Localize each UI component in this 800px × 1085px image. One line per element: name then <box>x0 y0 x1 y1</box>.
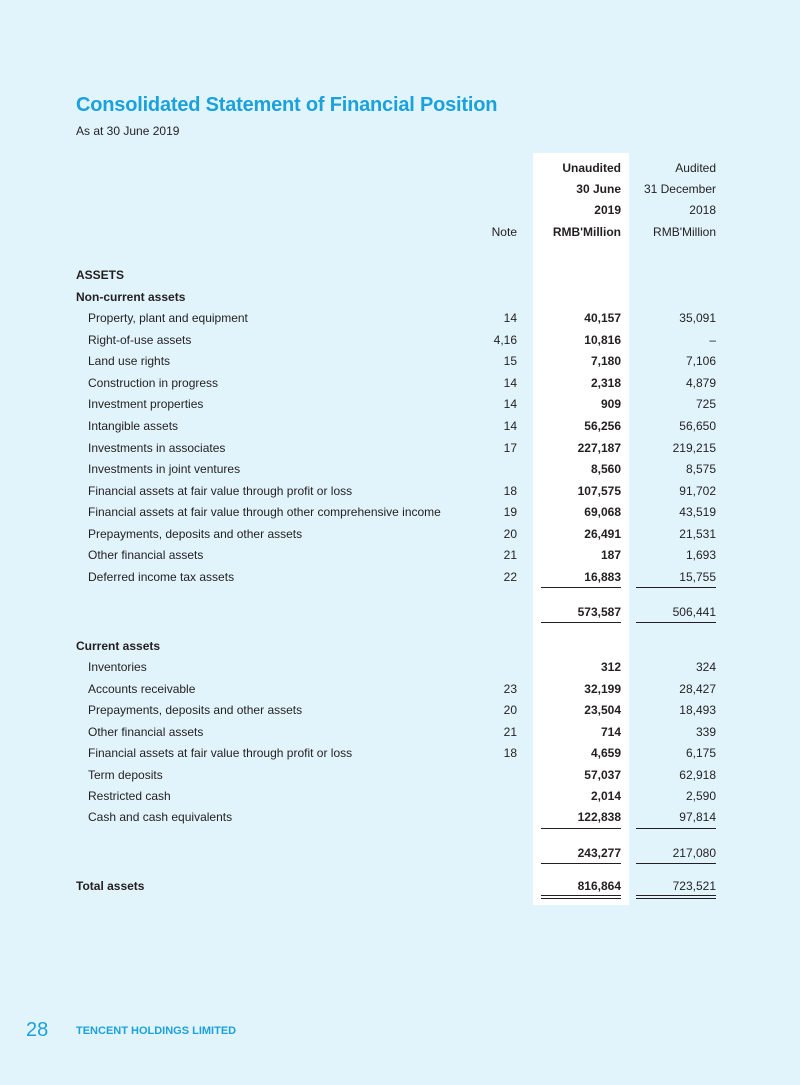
header-row-year <box>0 201 800 219</box>
header-previous-date: 31 December <box>643 182 716 196</box>
table-row <box>0 808 800 826</box>
row-label: Land use rights <box>88 354 171 368</box>
row-previous-value: 324 <box>695 660 716 674</box>
header-current-unit: RMB'Million <box>552 225 621 239</box>
row-label: Investments in joint ventures <box>88 462 241 476</box>
row-label: Investment properties <box>88 397 204 411</box>
row-note: 17 <box>503 441 517 455</box>
row-label: Property, plant and equipment <box>88 311 248 325</box>
table-row <box>0 309 800 327</box>
row-previous-value: 6,175 <box>685 746 716 760</box>
header-row-unit <box>0 223 800 241</box>
noncurrent-heading-row <box>0 288 800 306</box>
row-current-value: 2,014 <box>590 789 621 803</box>
row-current-value: 7,180 <box>590 354 621 368</box>
row-note: 18 <box>503 484 517 498</box>
row-note: 23 <box>503 682 517 696</box>
row-current-value: 40,157 <box>584 311 621 325</box>
row-previous-value: 2,590 <box>685 789 716 803</box>
table-row <box>0 395 800 413</box>
row-label: Term deposits <box>88 768 163 782</box>
row-note: 4,16 <box>493 333 517 347</box>
row-note: 21 <box>503 548 517 562</box>
row-previous-value: – <box>709 333 716 347</box>
row-previous-value: 35,091 <box>679 311 716 325</box>
table-row <box>0 352 800 370</box>
row-current-value: 10,816 <box>584 333 621 347</box>
row-current-value: 909 <box>600 397 621 411</box>
row-label: Other financial assets <box>88 548 204 562</box>
header-current-year: 2019 <box>594 203 621 217</box>
table-row <box>0 525 800 543</box>
row-note: 15 <box>503 354 517 368</box>
table-row <box>0 723 800 741</box>
row-previous-value: 56,650 <box>679 419 716 433</box>
row-label: Inventories <box>88 660 147 674</box>
table-row <box>0 439 800 457</box>
row-current-value: 8,560 <box>590 462 621 476</box>
subtotal-rule-previous <box>636 622 716 623</box>
header-current-status: Unaudited <box>562 161 621 175</box>
row-label: Restricted cash <box>88 789 171 803</box>
row-current-value: 26,491 <box>584 527 621 541</box>
row-current-value: 227,187 <box>577 441 621 455</box>
total-assets-label: Total assets <box>76 879 145 893</box>
noncurrent-subtotal-current: 573,587 <box>577 605 621 619</box>
noncurrent-subtotal-row <box>0 603 800 621</box>
row-label: Construction in progress <box>88 376 219 390</box>
row-previous-value: 21,531 <box>679 527 716 541</box>
current-subtotal-current: 243,277 <box>577 846 621 860</box>
table-row <box>0 417 800 435</box>
total-assets-current: 816,864 <box>577 879 621 893</box>
row-note: 20 <box>503 527 517 541</box>
row-label: Prepayments, deposits and other assets <box>88 527 303 541</box>
row-current-value: 16,883 <box>584 570 621 584</box>
table-row <box>0 766 800 784</box>
row-current-value: 312 <box>600 660 621 674</box>
row-label: Financial assets at fair value through profit or loss <box>88 484 353 498</box>
subtotal-rule-previous <box>636 587 716 588</box>
total-double-rule-current <box>541 898 621 899</box>
row-label: Investments in associates <box>88 441 226 455</box>
row-note: 14 <box>503 376 517 390</box>
table-row <box>0 503 800 521</box>
row-label: Deferred income tax assets <box>88 570 235 584</box>
table-row <box>0 568 800 586</box>
row-note: 19 <box>503 505 517 519</box>
row-label: Accounts receivable <box>88 682 196 696</box>
row-previous-value: 62,918 <box>679 768 716 782</box>
row-previous-value: 7,106 <box>685 354 716 368</box>
row-note: 14 <box>503 419 517 433</box>
subtotal-rule-previous <box>636 828 716 829</box>
row-previous-value: 219,215 <box>672 441 716 455</box>
company-name: TENCENT HOLDINGS LIMITED <box>76 1025 237 1037</box>
table-row <box>0 374 800 392</box>
table-row <box>0 744 800 762</box>
subtotal-rule-current <box>541 587 621 588</box>
header-current-date: 30 June <box>576 182 621 196</box>
total-double-rule-previous <box>636 898 716 899</box>
row-label: Cash and cash equivalents <box>88 810 233 824</box>
row-previous-value: 15,755 <box>679 570 716 584</box>
row-note: 20 <box>503 703 517 717</box>
row-note: 22 <box>503 570 517 584</box>
row-note: 14 <box>503 311 517 325</box>
page-number: 28 <box>26 1019 49 1041</box>
row-current-value: 32,199 <box>584 682 621 696</box>
row-label: Financial assets at fair value through other comprehensive income <box>88 505 441 519</box>
row-current-value: 57,037 <box>584 768 621 782</box>
current-subtotal-row <box>0 844 800 862</box>
page-title: Consolidated Statement of Financial Position <box>76 94 498 116</box>
table-row <box>0 482 800 500</box>
current-heading-row <box>0 637 800 655</box>
header-row-date <box>0 180 800 198</box>
assets-heading-row <box>0 266 800 284</box>
row-current-value: 107,575 <box>577 484 621 498</box>
noncurrent-subtotal-previous: 506,441 <box>672 605 716 619</box>
noncurrent-assets-heading: Non-current assets <box>76 290 186 304</box>
row-label: Other financial assets <box>88 725 204 739</box>
row-previous-value: 18,493 <box>679 703 716 717</box>
table-row <box>0 701 800 719</box>
assets-heading: ASSETS <box>76 268 125 282</box>
subtotal-rule-current <box>541 828 621 829</box>
row-current-value: 56,256 <box>584 419 621 433</box>
table-row <box>0 331 800 349</box>
row-current-value: 23,504 <box>584 703 621 717</box>
table-row <box>0 680 800 698</box>
row-label: Prepayments, deposits and other assets <box>88 703 303 717</box>
row-current-value: 69,068 <box>584 505 621 519</box>
page-subtitle: As at 30 June 2019 <box>76 124 180 138</box>
row-current-value: 4,659 <box>590 746 621 760</box>
table-row <box>0 658 800 676</box>
header-note: Note <box>491 225 517 239</box>
header-previous-status: Audited <box>675 161 716 175</box>
row-previous-value: 339 <box>695 725 716 739</box>
row-previous-value: 725 <box>695 397 716 411</box>
total-double-rule-current <box>541 895 621 896</box>
total-assets-row <box>0 877 800 895</box>
current-assets-heading: Current assets <box>76 639 161 653</box>
total-assets-previous: 723,521 <box>672 879 716 893</box>
row-note: 18 <box>503 746 517 760</box>
row-note: 14 <box>503 397 517 411</box>
table-row <box>0 460 800 478</box>
row-label: Intangible assets <box>88 419 179 433</box>
row-label: Financial assets at fair value through profit or loss <box>88 746 353 760</box>
row-previous-value: 4,879 <box>685 376 716 390</box>
row-current-value: 2,318 <box>590 376 621 390</box>
row-current-value: 187 <box>600 548 621 562</box>
table-row <box>0 546 800 564</box>
header-row-status <box>0 159 800 177</box>
subtotal-rule-current <box>541 863 621 864</box>
row-label: Right-of-use assets <box>88 333 192 347</box>
subtotal-rule-current <box>541 622 621 623</box>
row-previous-value: 28,427 <box>679 682 716 696</box>
row-previous-value: 1,693 <box>685 548 716 562</box>
row-previous-value: 8,575 <box>685 462 716 476</box>
row-previous-value: 43,519 <box>679 505 716 519</box>
row-current-value: 122,838 <box>577 810 621 824</box>
current-subtotal-previous: 217,080 <box>672 846 716 860</box>
row-previous-value: 91,702 <box>679 484 716 498</box>
total-double-rule-previous <box>636 895 716 896</box>
header-previous-year: 2018 <box>689 203 716 217</box>
subtotal-rule-previous <box>636 863 716 864</box>
table-row <box>0 787 800 805</box>
row-previous-value: 97,814 <box>679 810 716 824</box>
row-current-value: 714 <box>600 725 621 739</box>
header-previous-unit: RMB'Million <box>653 225 716 239</box>
row-note: 21 <box>503 725 517 739</box>
